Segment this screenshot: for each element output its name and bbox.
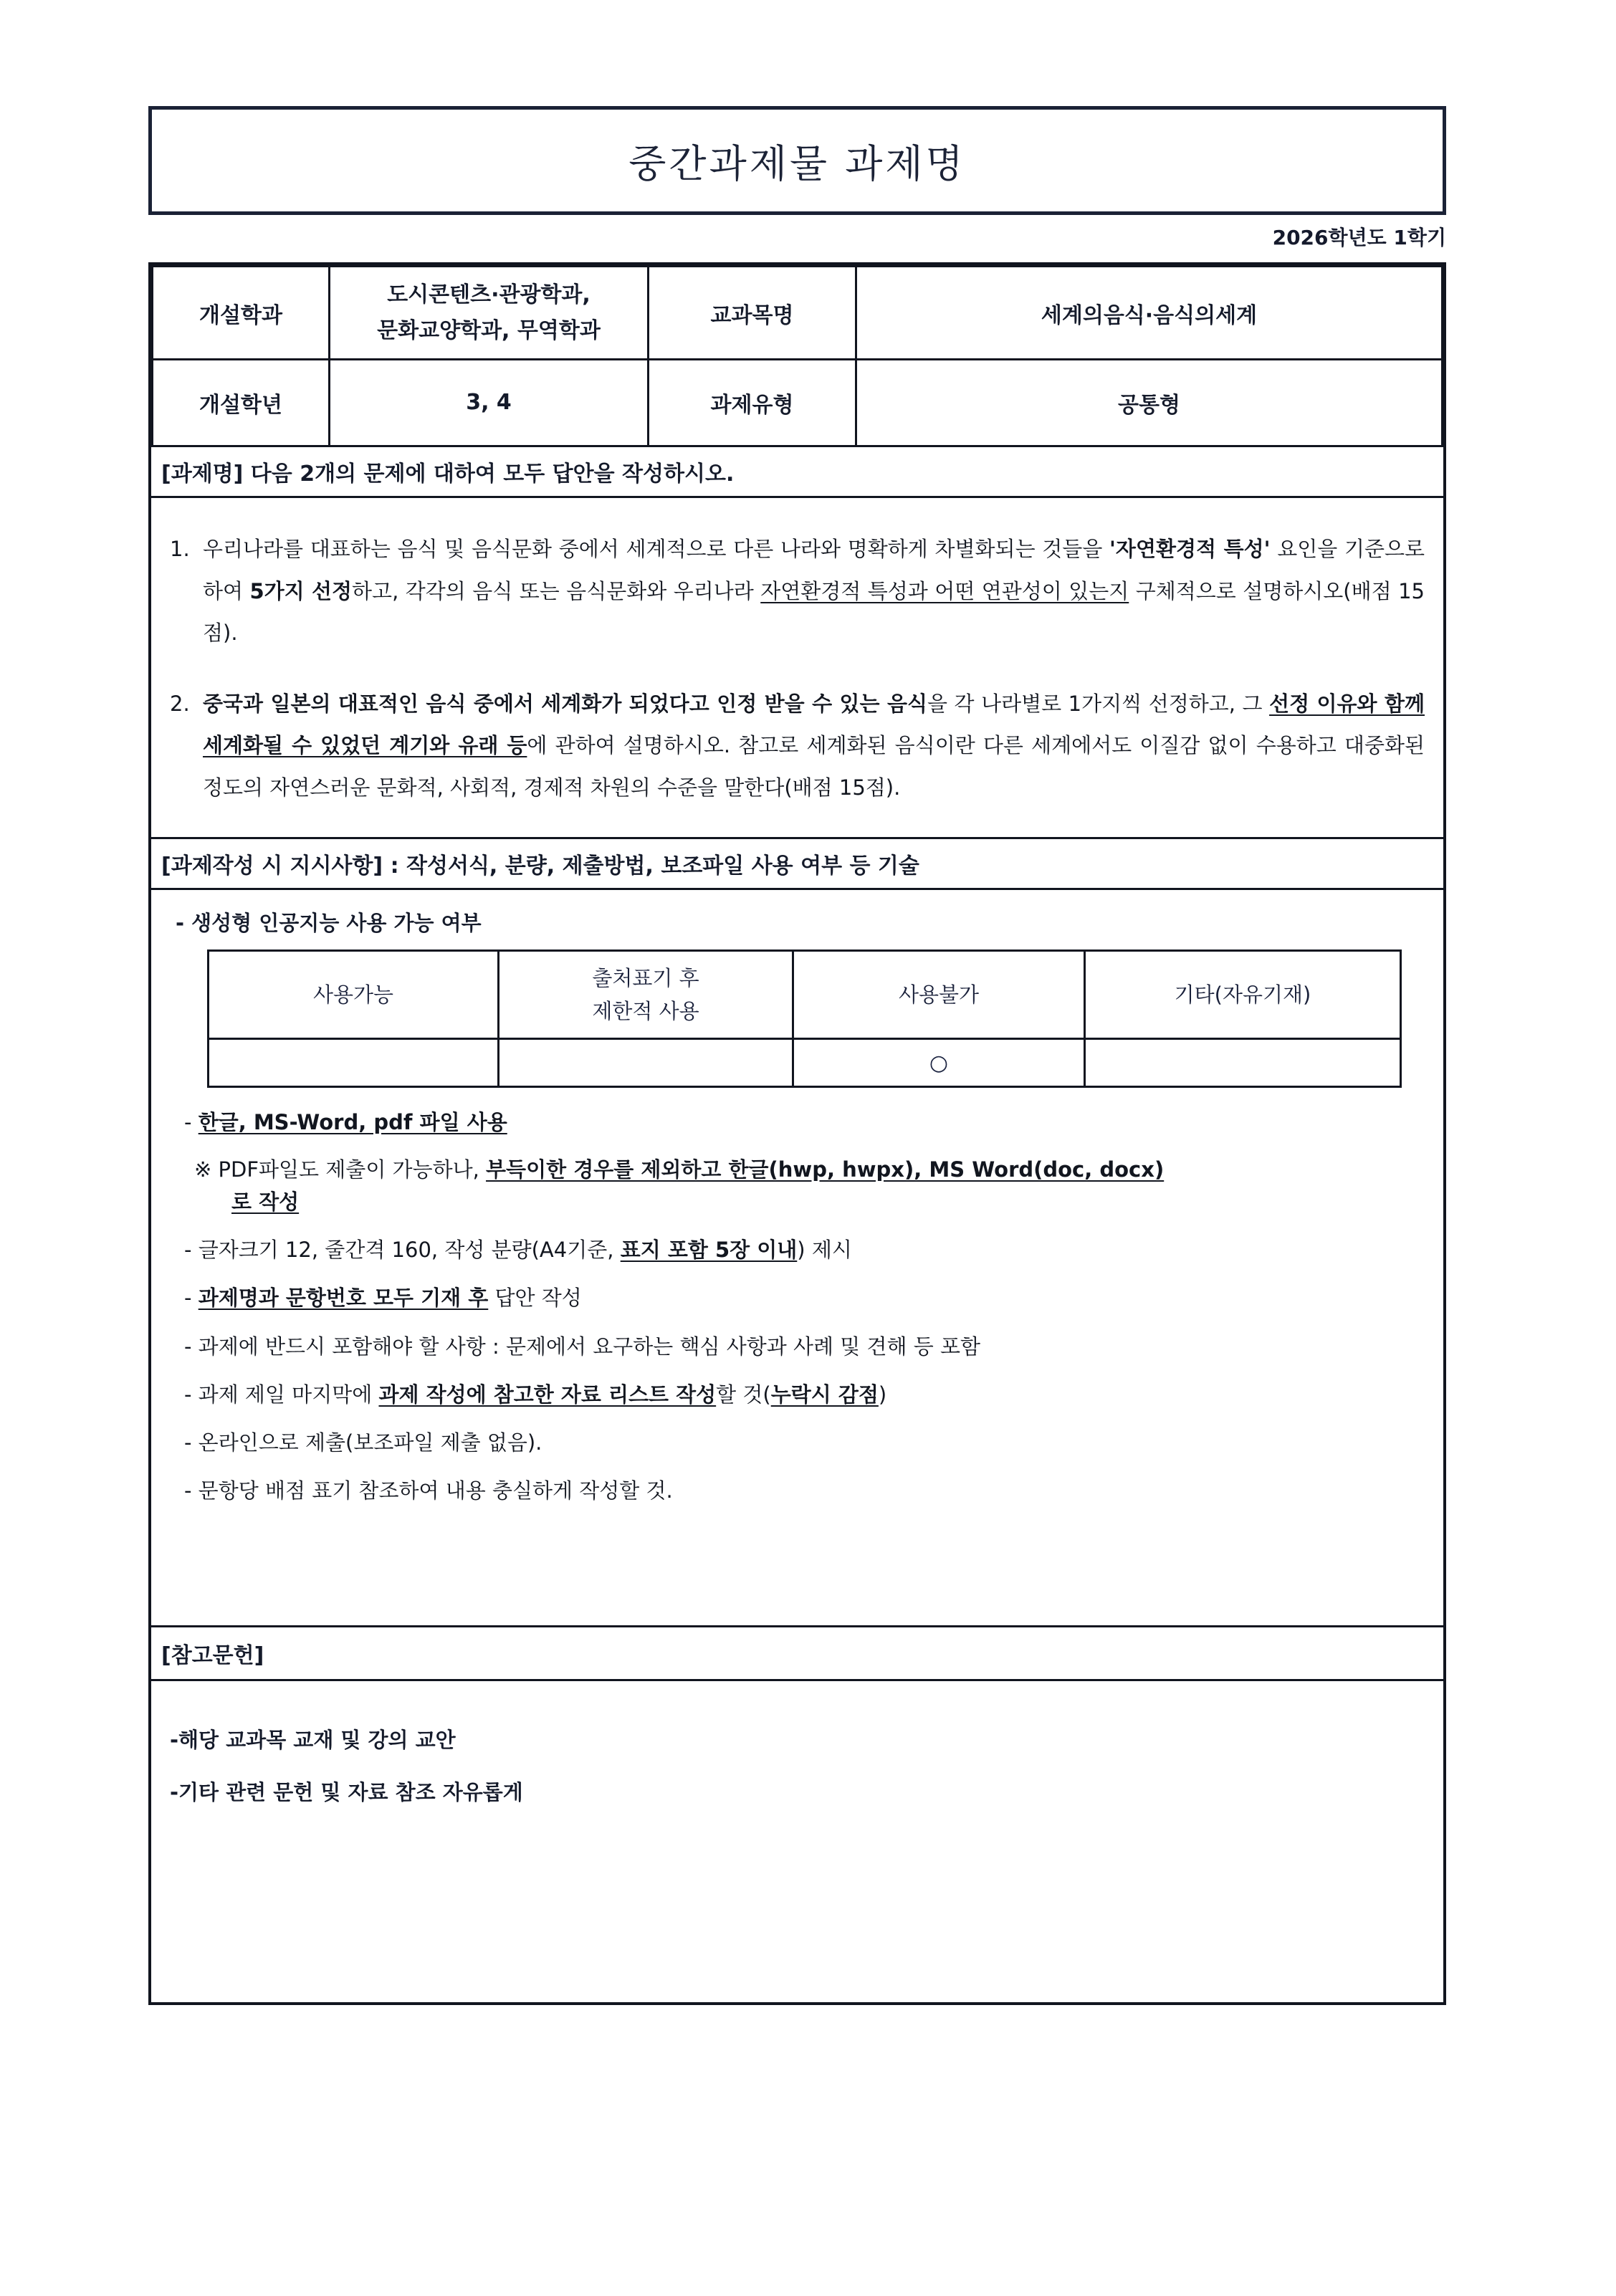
references-section xyxy=(151,1681,1443,1854)
list-item-required-content: - 과제에 반드시 포함해야 할 사항 : 문제에서 요구하는 핵심 사항과 사례 및 견해 등 포함 xyxy=(184,1334,980,1359)
question-1-text xyxy=(203,528,1425,654)
bullet-2-emphasis xyxy=(486,1157,1164,1182)
ai-mark-not-allowed[interactable]: ○ xyxy=(793,1039,1085,1087)
ai-header-limited-line-1: 출처표기 후 xyxy=(592,965,699,990)
bullet-6-underline-b: 누락시 감점 xyxy=(770,1382,879,1407)
ai-mark-other[interactable] xyxy=(1085,1039,1401,1087)
ai-usage-table xyxy=(207,950,1402,1088)
question-2 xyxy=(170,683,1425,809)
title-box xyxy=(148,106,1446,215)
course-info-table xyxy=(151,265,1443,447)
bullet-3-plain-a: 글자크기 12, 줄간격 160, 작성 분량(A4기준, xyxy=(198,1238,621,1263)
page-title: 중간과제물 과제명 xyxy=(628,140,966,186)
cell-department-value xyxy=(330,267,649,360)
ai-usage-title: - 생성형 인공지능 사용 가능 여부 xyxy=(176,911,482,936)
list-item-formatting xyxy=(174,1234,1426,1266)
bullet-6-emphasis-b xyxy=(771,1382,879,1407)
q1-part-a: 우리나라를 대표하는 음식 및 음식문화 중에서 세계적으로 다른 나라와 명확하게 차별화되는 것들을 xyxy=(203,537,1110,561)
bullet-2-continuation xyxy=(194,1186,1426,1218)
bullet-6-plain-c: ) xyxy=(878,1382,887,1407)
cell-course-value: 세계의음식·음식의세계 xyxy=(856,267,1443,360)
cell-type-value: 공통형 xyxy=(856,360,1443,446)
ai-header-allowed: 사용가능 xyxy=(209,951,499,1039)
bullet-6-plain-a: - 과제 제일 마지막에 xyxy=(184,1382,379,1407)
table-row-header xyxy=(209,951,1401,1039)
table-row xyxy=(153,267,1443,360)
instructions-header: [과제작성 시 지시사항] : 작성서식, 분량, 제출방법, 보조파일 사용 여부 등 기술 xyxy=(151,839,1443,890)
cell-course-label: 교과목명 xyxy=(649,267,856,360)
bullet-2-mark: ※ xyxy=(194,1157,219,1182)
bullet-6-plain-b: 할 것( xyxy=(716,1382,771,1407)
list-item-pdf-note xyxy=(174,1154,1426,1218)
bullet-6-emphasis-a xyxy=(378,1382,716,1407)
list-item-online-submission: - 온라인으로 제출(보조파일 제출 없음). xyxy=(184,1430,542,1455)
ai-mark-allowed[interactable] xyxy=(209,1039,499,1087)
questions-section xyxy=(151,498,1443,839)
q2-bold-lead: 중국과 일본의 대표적인 음식 중에서 세계화가 되었다고 인정 받을 수 있는 음식 xyxy=(203,691,927,716)
instructions-section xyxy=(151,890,1443,1627)
bullet-1-dash: - xyxy=(184,1110,199,1135)
instruction-bullets xyxy=(168,1106,1426,1609)
q2-part-a: 을 각 나라별로 1가지씩 선정하고, 그 xyxy=(927,691,1270,716)
bullet-3-emphasis xyxy=(621,1238,798,1262)
bullet-2-cont-emphasis xyxy=(231,1190,299,1214)
references-header: [참고문헌] xyxy=(151,1627,1443,1681)
ai-header-limited-line-2: 제한적 사용 xyxy=(592,999,699,1024)
question-1-number: 1. xyxy=(170,537,190,561)
q1-part-c: 하고, 각각의 음식 또는 음식문화와 우리나라 xyxy=(352,578,761,603)
department-line-2: 문화교양학과, 무역학과 xyxy=(377,317,601,343)
ai-header-limited xyxy=(499,951,793,1039)
list-item-scoring-note: - 문항당 배점 표기 참조하여 내용 충실하게 작성할 것. xyxy=(184,1478,673,1503)
bullet-6-underline-a: 과제 작성에 참고한 자료 리스트 작성 xyxy=(378,1382,717,1407)
table-row xyxy=(153,360,1443,446)
semester-label: 2026학년도 1학기 xyxy=(1272,226,1446,249)
list-item-reference-list xyxy=(174,1379,1426,1411)
q2-underline-span: 선정 이유와 함께 세계화될 수 있었던 계기와 유래 등 xyxy=(203,691,1425,758)
bullet-3-plain-b: ) 제시 xyxy=(797,1238,852,1263)
bullet-1-emphasis xyxy=(199,1110,507,1134)
cell-grade-value: 3, 4 xyxy=(330,360,649,446)
department-line-1: 도시콘텐츠·관광학과, xyxy=(387,282,591,307)
bottom-spacer xyxy=(174,1524,1426,1609)
cell-type-label: 과제유형 xyxy=(649,360,856,446)
bullet-4-underline: 과제명과 문항번호 모두 기재 후 xyxy=(198,1286,489,1311)
assignment-header: [과제명] 다음 2개의 문제에 대하여 모두 답안을 작성하시오. xyxy=(151,447,1443,498)
bullet-3-underline: 표지 포함 5장 이내 xyxy=(620,1238,798,1263)
q1-bold-2: 5가지 선정 xyxy=(249,578,353,603)
bullet-4-plain: 답안 작성 xyxy=(488,1286,582,1311)
bullet-2-cont-underline: 로 작성 xyxy=(231,1189,300,1214)
q2-part-b: 에 관하여 설명하시오. 참고로 세계화된 음식이란 다른 세계에서도 이질감 없이 수용하고 대중화된 정도의 자연스러운 문화적, 사회적, 경제적 차원의 수준을 말한다(배점 15점). xyxy=(203,733,1425,800)
list-item-title-numbering xyxy=(174,1282,1426,1314)
cell-department-label: 개설학과 xyxy=(153,267,330,360)
cell-grade-label: 개설학년 xyxy=(153,360,330,446)
question-2-number: 2. xyxy=(170,691,190,716)
bullet-2-underline: 부득이한 경우를 제외하고 한글(hwp, hwpx), MS Word(doc, docx) xyxy=(486,1157,1165,1182)
ai-header-other: 기타(자유기재) xyxy=(1085,951,1401,1039)
main-document-frame xyxy=(148,262,1446,2005)
ai-header-not-allowed: 사용불가 xyxy=(793,951,1085,1039)
table-row-marks xyxy=(209,1039,1401,1087)
q1-part-b: 요인을 기준으로 하여 xyxy=(203,537,1425,603)
q1-part-d: 구체적으로 설명하시오(배점 15점). xyxy=(203,578,1425,646)
question-1 xyxy=(170,528,1425,654)
ai-mark-limited[interactable] xyxy=(499,1039,793,1087)
bullet-4-emphasis xyxy=(199,1286,489,1310)
list-item-file-formats xyxy=(174,1106,1426,1139)
bullet-3-dash: - xyxy=(184,1238,199,1263)
question-2-text xyxy=(203,683,1425,809)
bullet-1-underline: 한글, MS-Word, pdf 파일 사용 xyxy=(198,1110,507,1135)
bullet-2-plain: PDF파일도 제출이 가능하나, xyxy=(218,1157,487,1182)
bullet-4-dash: - xyxy=(184,1286,199,1311)
reference-line-1: -해당 교과목 교재 및 강의 교안 xyxy=(170,1727,456,1752)
q1-bold-1: '자연환경적 특성' xyxy=(1109,537,1271,561)
reference-line-2: -기타 관련 문헌 및 자료 참조 자유롭게 xyxy=(170,1780,523,1805)
q1-underline-1: 자연환경적 특성과 어떤 연관성이 있는지 xyxy=(760,578,1129,603)
